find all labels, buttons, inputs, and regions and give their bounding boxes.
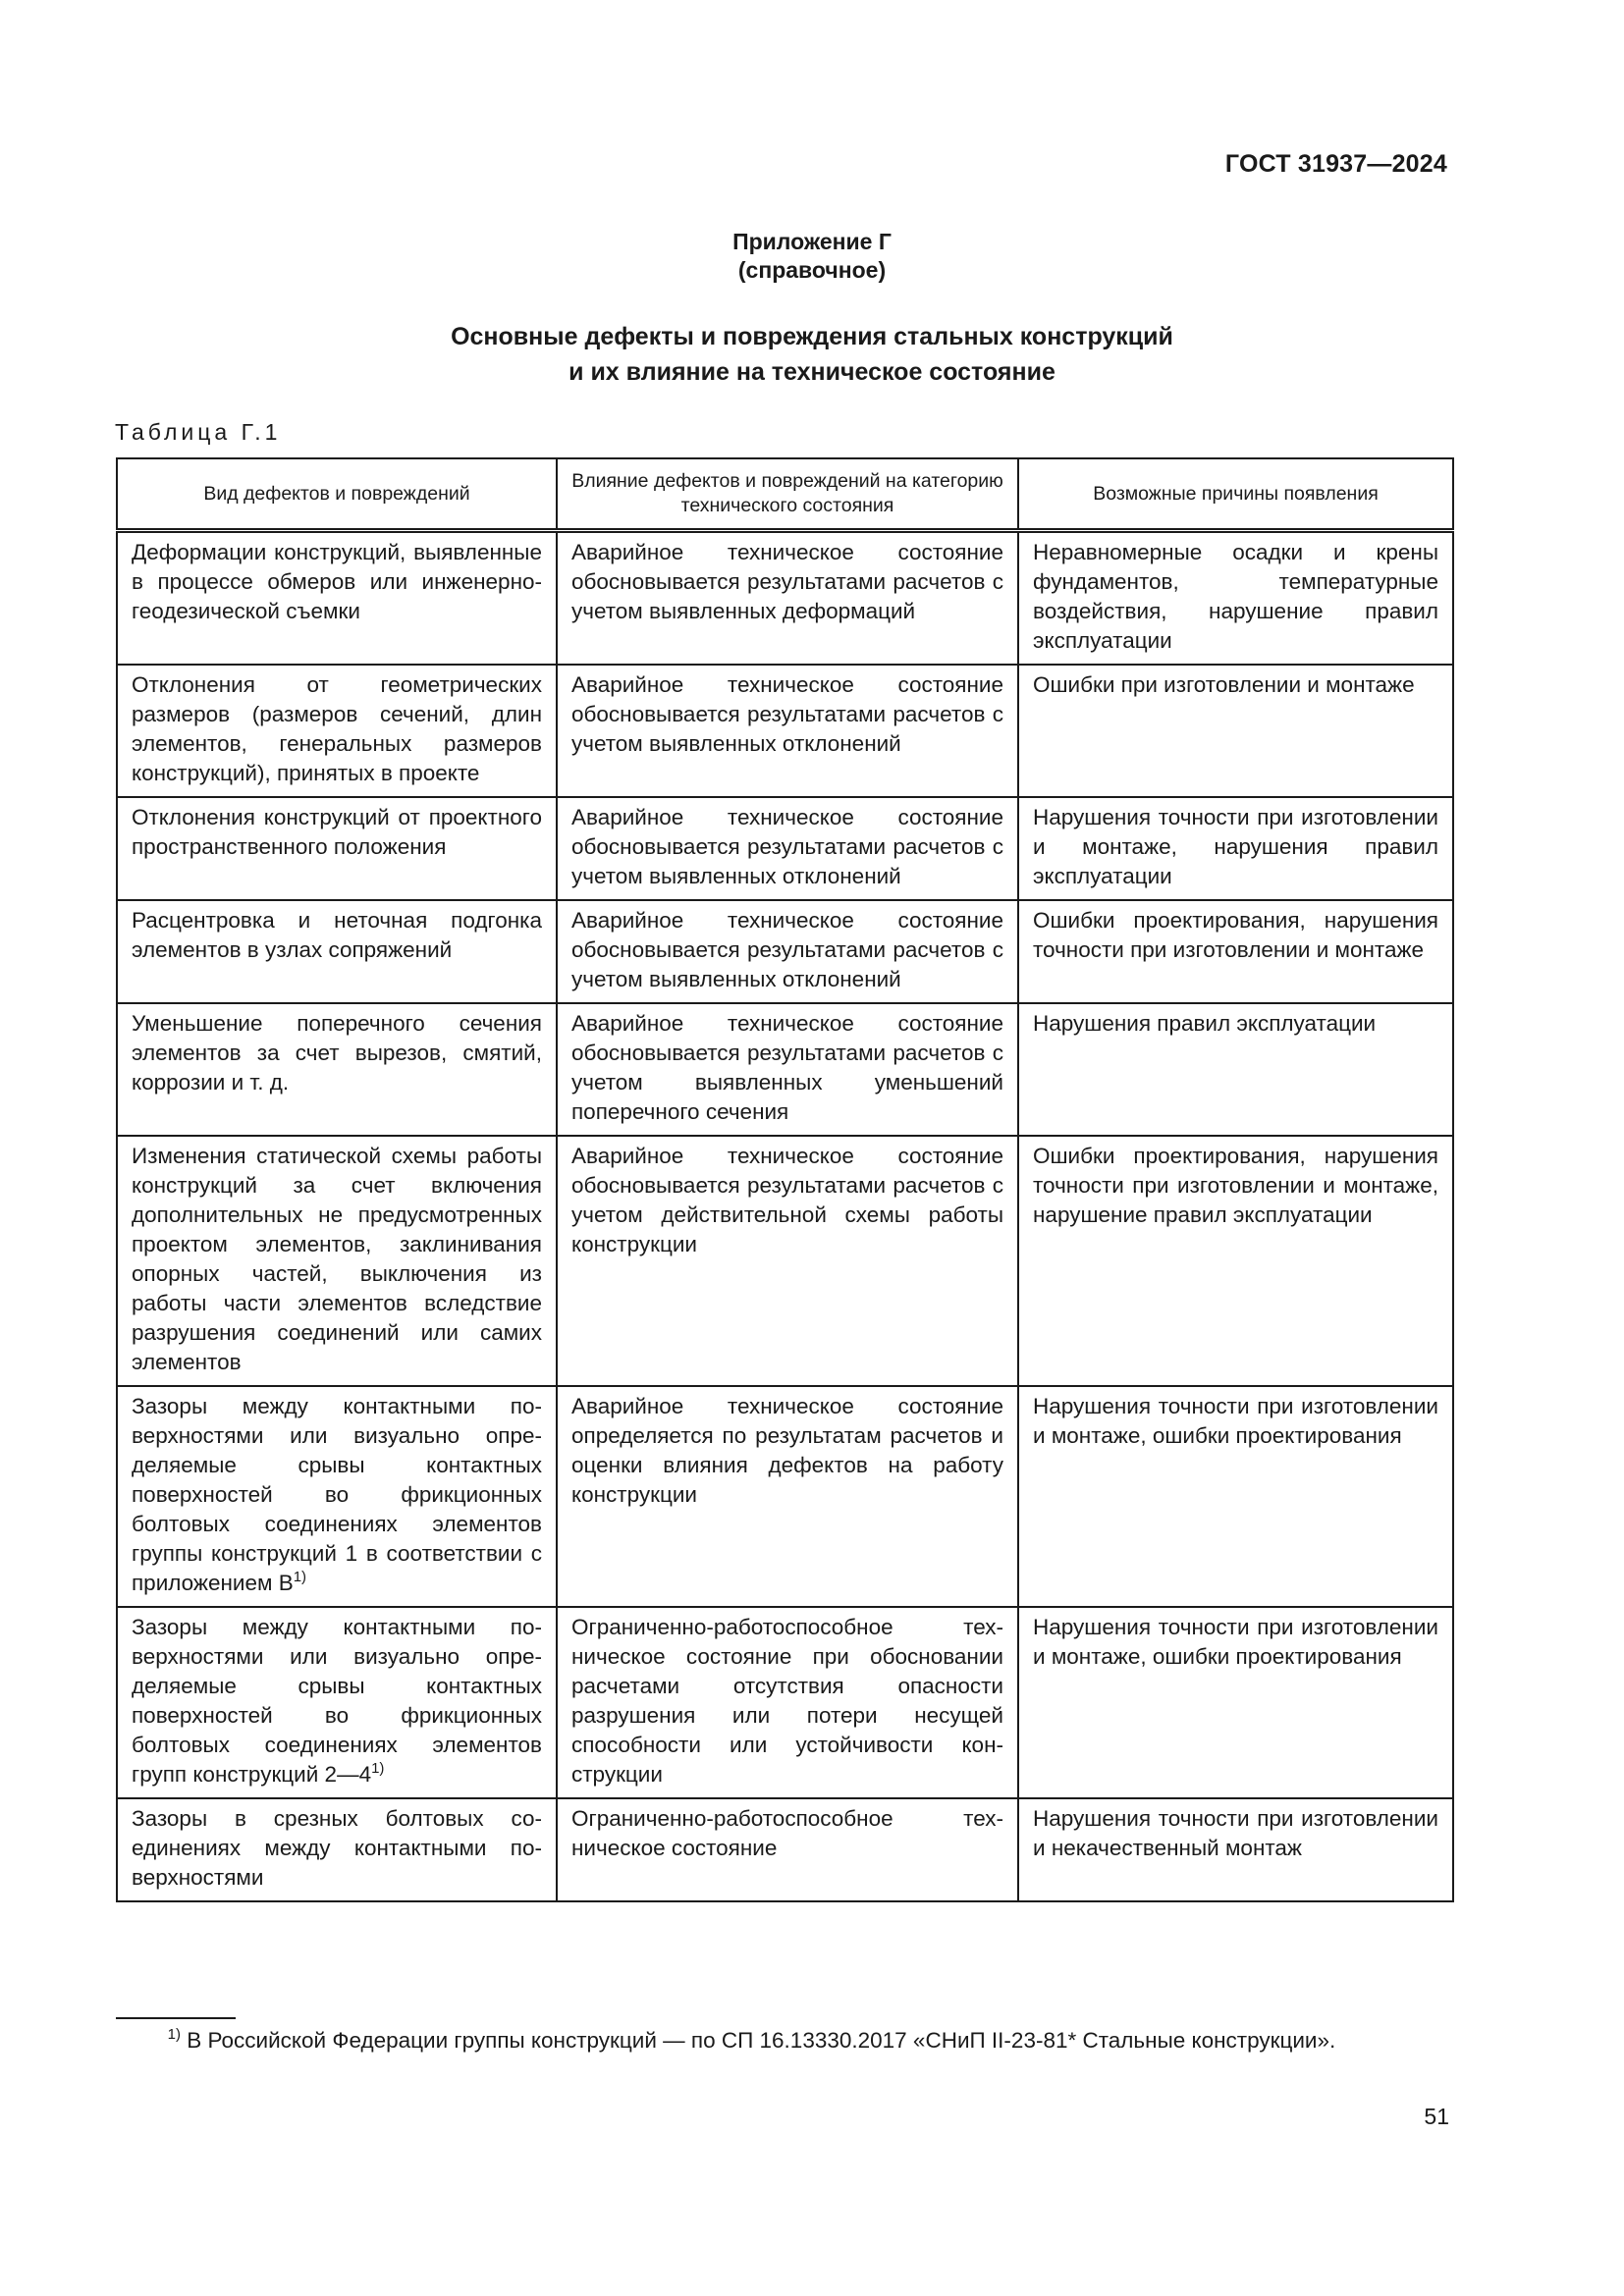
- cell-defect: [117, 1607, 557, 1798]
- column-header-defect: Вид дефектов и повреждений: [117, 458, 557, 531]
- cell-cause: Нарушения точности при изготовлении и некачественный монтаж: [1018, 1798, 1453, 1901]
- cell-cause: Нарушения правил эксплуатации: [1018, 1003, 1453, 1136]
- footnote-marker: 1): [167, 2026, 181, 2043]
- document-title: [0, 319, 1624, 390]
- table-row: [117, 1136, 1453, 1386]
- table-header-row: [117, 458, 1453, 531]
- cell-defect: Зазоры в срезных болтовых соединениях между контактными поверхностями: [117, 1798, 557, 1901]
- cell-cause: Неравномерные осадки и крены фундаментов, температурные воздействия, нарушение правил эксплуатации: [1018, 531, 1453, 666]
- cell-influence: Аварийное техническое состояние обосновывается результатами расчетов с учетом выявленных отклонений: [557, 797, 1018, 900]
- cell-defect: Отклонения от геометрических размеров (размеров сечений, длин элементов, генеральных размеров конструкций), принятых в проекте: [117, 665, 557, 797]
- footnote-reference: 1): [293, 1569, 307, 1585]
- table-row: [117, 1386, 1453, 1607]
- appendix-heading: [0, 228, 1624, 285]
- cell-defect-text: Зазоры между контактными поверхностями или визуально определяемые срывы контактных поверхностей во фрикционных болтовых соединениях элементов групп конструкций 2—4: [132, 1615, 542, 1787]
- footnote-reference: 1): [371, 1760, 385, 1777]
- cell-defect: Расцентровка и неточная подгонка элементов в узлах сопряжений: [117, 900, 557, 1003]
- cell-influence: Аварийное техническое состояние обосновывается результатами расчетов с учетом действительной схемы работы конструкции: [557, 1136, 1018, 1386]
- table-label: Таблица Г.1: [115, 419, 282, 445]
- appendix-type: (справочное): [737, 257, 887, 283]
- cell-influence: Аварийное техническое состояние определяется по результатам расчетов и оценки влияния дефектов на работу конструкции: [557, 1386, 1018, 1607]
- table-row: [117, 900, 1453, 1003]
- table-row: [117, 797, 1453, 900]
- column-header-influence: Влияние дефектов и повреждений на категорию технического состояния: [557, 458, 1018, 531]
- cell-cause: Нарушения точности при изготовлении и монтаже, ошибки проектирования: [1018, 1386, 1453, 1607]
- cell-defect: Отклонения конструкций от проектного пространственного положения: [117, 797, 557, 900]
- cell-defect: Деформации конструкций, выявленные в процессе обмеров или инженерно-геодезической съемки: [117, 531, 557, 666]
- cell-cause: Ошибки проектирования, нарушения точности при изготовлении и монтаже: [1018, 900, 1453, 1003]
- cell-influence: Аварийное техническое состояние обосновывается результатами расчетов с учетом выявленных деформаций: [557, 531, 1018, 666]
- cell-cause: Ошибки при изготовлении и монтаже: [1018, 665, 1453, 797]
- table-row: [117, 531, 1453, 666]
- table-row: [117, 1607, 1453, 1798]
- cell-cause: Нарушения точности при изготовлении и монтаже, ошибки проектирования: [1018, 1607, 1453, 1798]
- table-row: [117, 665, 1453, 797]
- cell-defect: Изменения статической схемы работы конструкций за счет включения дополнительных не предусмотренных проектом элементов, заклинивания опорных частей, выключения из работы части элементов вследствие разрушения соединений или самих элементов: [117, 1136, 557, 1386]
- defects-table: [116, 457, 1454, 1902]
- cell-influence: Ограниченно-работоспособное техническое состояние: [557, 1798, 1018, 1901]
- cell-defect: Уменьшение поперечного сечения элементов за счет вырезов, смятий, коррозии и т. д.: [117, 1003, 557, 1136]
- footnote-divider: [116, 2017, 236, 2019]
- appendix-title: Приложение Г: [732, 229, 892, 254]
- document-title-line-1: Основные дефекты и повреждения стальных конструкций: [451, 323, 1173, 350]
- column-header-cause: Возможные причины появления: [1018, 458, 1453, 531]
- table-row: [117, 1798, 1453, 1901]
- cell-influence: Аварийное техническое состояние обосновывается результатами расчетов с учетом выявленных отклонений: [557, 900, 1018, 1003]
- table-row: [117, 1003, 1453, 1136]
- cell-defect: [117, 1386, 557, 1607]
- footnote: [116, 2026, 1452, 2056]
- cell-influence: Аварийное техническое состояние обосновывается результатами расчетов с учетом выявленных уменьшений поперечного сечения: [557, 1003, 1018, 1136]
- footnote-text: В Российской Федерации группы конструкций — по СП 16.13330.2017 «СНиП II-23-81* Стальные конструкции».: [181, 2028, 1336, 2053]
- cell-influence: Ограниченно-работоспособное техническое состояние при обосновании расчетами отсутствия опасности разрушения или потери несущей способности или устойчивости конструкции: [557, 1607, 1018, 1798]
- standard-number: ГОСТ 31937—2024: [1224, 150, 1447, 178]
- cell-cause: Нарушения точности при изготовлении и монтаже, нарушения правил эксплуатации: [1018, 797, 1453, 900]
- document-title-line-2: и их влияние на техническое состояние: [568, 358, 1056, 386]
- cell-cause: Ошибки проектирования, нарушения точности при изготовлении и монтаже, нарушение правил эксплуатации: [1018, 1136, 1453, 1386]
- page-number: 51: [1424, 2104, 1449, 2129]
- cell-defect-text: Зазоры между контактными поверхностями или визуально определяемые срывы контактных поверхностей во фрикционных болтовых соединениях элементов группы конструкций 1 в соответствии с приложением В: [132, 1394, 542, 1595]
- cell-influence: Аварийное техническое состояние обосновывается результатами расчетов с учетом выявленных отклонений: [557, 665, 1018, 797]
